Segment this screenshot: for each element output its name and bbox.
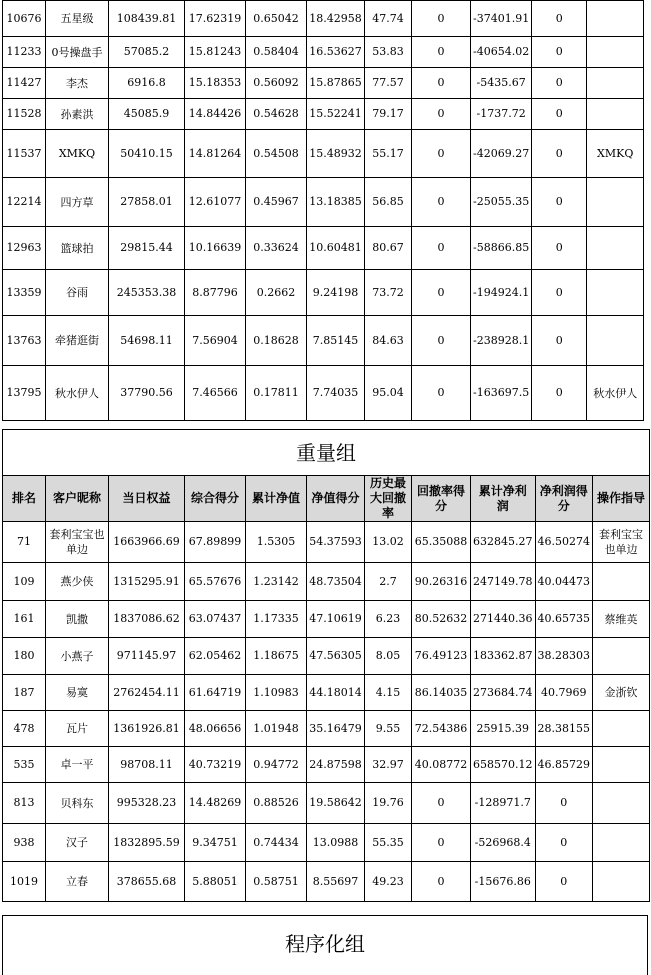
- table-cell: [593, 711, 650, 747]
- table-cell: 632845.27: [471, 522, 536, 563]
- table-cell: 0: [532, 99, 587, 130]
- table-cell: 卓一平: [46, 747, 109, 783]
- table-cell: 71: [3, 522, 46, 563]
- table-cell: 63.07437: [185, 601, 246, 638]
- table-cell: 0.94772: [246, 747, 307, 783]
- table-cell: 篮球拍: [46, 227, 109, 270]
- column-header: 客户昵称: [46, 476, 109, 522]
- table-cell: 孙素洪: [46, 99, 109, 130]
- table-cell: 46.50274: [535, 522, 593, 563]
- table-cell: 0: [412, 783, 471, 824]
- table-cell: 五星级: [46, 1, 109, 37]
- table-cell: 12214: [3, 178, 46, 227]
- table-cell: 13359: [3, 270, 46, 316]
- column-header: 净利润得分: [535, 476, 593, 522]
- table-cell: 套利宝宝也单边: [593, 522, 650, 563]
- table-cell: 46.85729: [535, 747, 593, 783]
- table-cell: 180: [3, 638, 46, 675]
- table-row: [3, 1, 644, 37]
- table-cell: 1019: [3, 862, 46, 902]
- table-row: [3, 601, 650, 638]
- table-cell: 汉子: [46, 824, 109, 862]
- table-cell: 贝科东: [46, 783, 109, 824]
- table-cell: 12963: [3, 227, 46, 270]
- table-cell: XMKQ: [46, 130, 109, 178]
- table-cell: -128971.7: [471, 783, 536, 824]
- table-cell: 0: [412, 130, 471, 178]
- table-row: [3, 522, 650, 563]
- table-cell: 0号操盘手: [46, 37, 109, 68]
- table-cell: 56.85: [365, 178, 412, 227]
- table-row: [3, 99, 644, 130]
- table-cell: 40.08772: [412, 747, 471, 783]
- table-cell: 凯撒: [46, 601, 109, 638]
- table-cell: 1.18675: [246, 638, 307, 675]
- table-cell: 44.18014: [307, 675, 365, 711]
- table-cell: 11427: [3, 68, 46, 99]
- table-cell: 7.85145: [307, 316, 365, 366]
- table-cell: -37401.91: [471, 1, 532, 37]
- table-cell: 80.67: [365, 227, 412, 270]
- top-group-table: [2, 0, 644, 421]
- table-cell: 35.16479: [307, 711, 365, 747]
- table-cell: 77.57: [365, 68, 412, 99]
- table-cell: 0: [412, 1, 471, 37]
- table-cell: 0: [535, 824, 593, 862]
- table-cell: 0: [412, 824, 471, 862]
- table-row: [3, 862, 650, 902]
- column-header: 净值得分: [307, 476, 365, 522]
- top-group-body: [3, 1, 644, 421]
- table-cell: 1.23142: [246, 563, 307, 601]
- table-cell: 161: [3, 601, 46, 638]
- table-cell: 45085.9: [109, 99, 185, 130]
- table-cell: 1663966.69: [109, 522, 185, 563]
- table-cell: [587, 270, 644, 316]
- table-cell: [593, 563, 650, 601]
- table-cell: 28.38155: [535, 711, 593, 747]
- table-cell: 9.34751: [185, 824, 246, 862]
- table-cell: 13.0988: [307, 824, 365, 862]
- table-row: [3, 747, 650, 783]
- table-cell: 11528: [3, 99, 46, 130]
- table-cell: -25055.35: [471, 178, 532, 227]
- table-cell: 938: [3, 824, 46, 862]
- table-row: [3, 824, 650, 862]
- table-cell: 9.24198: [307, 270, 365, 316]
- table-cell: 37790.56: [109, 366, 185, 421]
- table-cell: 55.17: [365, 130, 412, 178]
- table-row: [3, 37, 644, 68]
- table-cell: 2.7: [365, 563, 412, 601]
- table-cell: 11233: [3, 37, 46, 68]
- table-cell: 40.73219: [185, 747, 246, 783]
- table-cell: 15.81243: [185, 37, 246, 68]
- table-cell: 90.26316: [412, 563, 471, 601]
- table-cell: -15676.86: [471, 862, 536, 902]
- table-cell: 55.35: [365, 824, 412, 862]
- table-cell: 0.18628: [246, 316, 307, 366]
- table-cell: 1837086.62: [109, 601, 185, 638]
- table-cell: -5435.67: [471, 68, 532, 99]
- column-header: 回撤率得分: [412, 476, 471, 522]
- table-cell: 0: [532, 178, 587, 227]
- table-cell: 187: [3, 675, 46, 711]
- table-cell: 19.58642: [307, 783, 365, 824]
- table-cell: 0: [532, 366, 587, 421]
- table-cell: 0: [412, 68, 471, 99]
- table-cell: 0.88526: [246, 783, 307, 824]
- table-cell: 燕少侠: [46, 563, 109, 601]
- table-cell: 18.42958: [307, 1, 365, 37]
- table-cell: 0: [412, 862, 471, 902]
- table-cell: 535: [3, 747, 46, 783]
- table-cell: 38.28303: [535, 638, 593, 675]
- heavy-group-title: 重量组: [3, 430, 650, 476]
- table-cell: 65.57676: [185, 563, 246, 601]
- table-cell: 1315295.91: [109, 563, 185, 601]
- table-cell: 0: [532, 68, 587, 99]
- table-cell: 183362.87: [471, 638, 536, 675]
- table-cell: 套利宝宝也单边: [46, 522, 109, 563]
- table-cell: 19.76: [365, 783, 412, 824]
- table-cell: -526968.4: [471, 824, 536, 862]
- table-cell: 8.87796: [185, 270, 246, 316]
- table-cell: 9.55: [365, 711, 412, 747]
- table-cell: 15.18353: [185, 68, 246, 99]
- table-cell: -42069.27: [471, 130, 532, 178]
- table-cell: 0: [412, 366, 471, 421]
- table-cell: -40654.02: [471, 37, 532, 68]
- table-cell: 秋水伊人: [587, 366, 644, 421]
- table-cell: 273684.74: [471, 675, 536, 711]
- table-cell: -1737.72: [471, 99, 532, 130]
- table-row: [3, 675, 650, 711]
- table-cell: 0.65042: [246, 1, 307, 37]
- table-cell: 秋水伊人: [46, 366, 109, 421]
- heavy-group-body: [3, 522, 650, 902]
- table-cell: 32.97: [365, 747, 412, 783]
- table-cell: 小燕子: [46, 638, 109, 675]
- table-cell: 658570.12: [471, 747, 536, 783]
- table-cell: 13.02: [365, 522, 412, 563]
- column-header: 排名: [3, 476, 46, 522]
- table-cell: 1.5305: [246, 522, 307, 563]
- table-cell: 易寞: [46, 675, 109, 711]
- table-cell: 24.87598: [307, 747, 365, 783]
- table-cell: 0.74434: [246, 824, 307, 862]
- table-cell: 247149.78: [471, 563, 536, 601]
- table-cell: 1.01948: [246, 711, 307, 747]
- table-cell: 0: [532, 316, 587, 366]
- table-cell: [593, 824, 650, 862]
- table-cell: 0.58751: [246, 862, 307, 902]
- table-cell: 67.89899: [185, 522, 246, 563]
- table-cell: 245353.38: [109, 270, 185, 316]
- table-cell: 0: [532, 270, 587, 316]
- table-cell: 14.84426: [185, 99, 246, 130]
- table-cell: -58866.85: [471, 227, 532, 270]
- table-cell: 971145.97: [109, 638, 185, 675]
- table-cell: 蔡维英: [593, 601, 650, 638]
- table-cell: 1361926.81: [109, 711, 185, 747]
- table-cell: 40.7969: [535, 675, 593, 711]
- table-cell: 15.48932: [307, 130, 365, 178]
- table-cell: -238928.1: [471, 316, 532, 366]
- table-cell: [587, 68, 644, 99]
- table-cell: 12.61077: [185, 178, 246, 227]
- table-cell: 0: [535, 862, 593, 902]
- table-cell: 0.33624: [246, 227, 307, 270]
- table-cell: 0.58404: [246, 37, 307, 68]
- table-cell: 84.63: [365, 316, 412, 366]
- table-cell: 40.65735: [535, 601, 593, 638]
- table-cell: 0: [412, 227, 471, 270]
- table-cell: 10.60481: [307, 227, 365, 270]
- table-cell: 立春: [46, 862, 109, 902]
- table-cell: 57085.2: [109, 37, 185, 68]
- table-cell: 1.17335: [246, 601, 307, 638]
- table-cell: -163697.5: [471, 366, 532, 421]
- table-cell: 10.16639: [185, 227, 246, 270]
- table-cell: 61.64719: [185, 675, 246, 711]
- table-cell: 378655.68: [109, 862, 185, 902]
- table-cell: [587, 37, 644, 68]
- table-cell: 5.88051: [185, 862, 246, 902]
- table-cell: 7.74035: [307, 366, 365, 421]
- table-cell: 13.18385: [307, 178, 365, 227]
- table-cell: 四方草: [46, 178, 109, 227]
- table-cell: 6.23: [365, 601, 412, 638]
- table-cell: 0.54628: [246, 99, 307, 130]
- table-cell: 73.72: [365, 270, 412, 316]
- table-cell: 0.17811: [246, 366, 307, 421]
- table-cell: 50410.15: [109, 130, 185, 178]
- table-cell: -194924.1: [471, 270, 532, 316]
- table-cell: 1832895.59: [109, 824, 185, 862]
- table-cell: 108439.81: [109, 1, 185, 37]
- table-cell: 金浙钦: [593, 675, 650, 711]
- heavy-group-table: [2, 429, 650, 902]
- table-row: [3, 563, 650, 601]
- table-cell: 0.45967: [246, 178, 307, 227]
- table-cell: 0: [412, 37, 471, 68]
- table-cell: 53.83: [365, 37, 412, 68]
- table-cell: 1.10983: [246, 675, 307, 711]
- table-cell: XMKQ: [587, 130, 644, 178]
- table-cell: 813: [3, 783, 46, 824]
- table-row: [3, 316, 644, 366]
- table-cell: 95.04: [365, 366, 412, 421]
- column-header: 当日权益: [109, 476, 185, 522]
- table-cell: 0: [412, 270, 471, 316]
- table-cell: 0: [532, 37, 587, 68]
- table-cell: 8.05: [365, 638, 412, 675]
- table-cell: 109: [3, 563, 46, 601]
- table-cell: 0: [412, 178, 471, 227]
- table-cell: 0: [412, 99, 471, 130]
- table-cell: 79.17: [365, 99, 412, 130]
- table-cell: 13763: [3, 316, 46, 366]
- table-cell: [593, 862, 650, 902]
- table-cell: 72.54386: [412, 711, 471, 747]
- table-cell: 牵猪逛街: [46, 316, 109, 366]
- table-cell: [593, 747, 650, 783]
- table-row: [3, 711, 650, 747]
- table-cell: 0.56092: [246, 68, 307, 99]
- table-cell: 80.52632: [412, 601, 471, 638]
- table-cell: 15.52241: [307, 99, 365, 130]
- table-cell: 40.04473: [535, 563, 593, 601]
- table-cell: 0: [532, 1, 587, 37]
- table-cell: [587, 1, 644, 37]
- table-cell: 10676: [3, 1, 46, 37]
- table-row: [3, 638, 650, 675]
- table-cell: 4.15: [365, 675, 412, 711]
- heavy-group-header-row: [3, 476, 650, 522]
- table-cell: [593, 783, 650, 824]
- table-cell: 49.23: [365, 862, 412, 902]
- table-cell: 0: [535, 783, 593, 824]
- column-header: 综合得分: [185, 476, 246, 522]
- table-cell: [593, 638, 650, 675]
- table-row: [3, 227, 644, 270]
- table-cell: [587, 99, 644, 130]
- table-cell: 62.05462: [185, 638, 246, 675]
- table-cell: 谷雨: [46, 270, 109, 316]
- table-cell: 14.81264: [185, 130, 246, 178]
- table-cell: 54.37593: [307, 522, 365, 563]
- column-header: 累计净利润: [471, 476, 536, 522]
- table-cell: 李杰: [46, 68, 109, 99]
- table-cell: 27858.01: [109, 178, 185, 227]
- table-cell: 48.73504: [307, 563, 365, 601]
- table-cell: 7.46566: [185, 366, 246, 421]
- table-cell: 7.56904: [185, 316, 246, 366]
- table-row: [3, 270, 644, 316]
- table-row: [3, 783, 650, 824]
- table-row: [3, 366, 644, 421]
- table-cell: 29815.44: [109, 227, 185, 270]
- table-cell: 16.53627: [307, 37, 365, 68]
- table-row: [3, 68, 644, 99]
- table-cell: 48.06656: [185, 711, 246, 747]
- table-cell: 478: [3, 711, 46, 747]
- table-cell: 瓦片: [46, 711, 109, 747]
- table-cell: 271440.36: [471, 601, 536, 638]
- table-cell: 25915.39: [471, 711, 536, 747]
- program-group-title: 程序化组: [2, 915, 648, 975]
- table-cell: 17.62319: [185, 1, 246, 37]
- table-cell: 54698.11: [109, 316, 185, 366]
- table-cell: 76.49123: [412, 638, 471, 675]
- table-cell: 47.56305: [307, 638, 365, 675]
- table-row: [3, 130, 644, 178]
- table-cell: [587, 316, 644, 366]
- table-cell: 14.48269: [185, 783, 246, 824]
- column-header: 操作指导: [593, 476, 650, 522]
- column-header: 历史最大回撤率: [365, 476, 412, 522]
- table-cell: 0.2662: [246, 270, 307, 316]
- column-header: 累计净值: [246, 476, 307, 522]
- table-cell: [587, 227, 644, 270]
- table-cell: 2762454.11: [109, 675, 185, 711]
- table-cell: 8.55697: [307, 862, 365, 902]
- table-cell: 65.35088: [412, 522, 471, 563]
- table-cell: 0: [412, 316, 471, 366]
- table-cell: 995328.23: [109, 783, 185, 824]
- table-cell: [587, 178, 644, 227]
- table-cell: 86.14035: [412, 675, 471, 711]
- table-cell: 11537: [3, 130, 46, 178]
- table-cell: 0: [532, 227, 587, 270]
- table-cell: 15.87865: [307, 68, 365, 99]
- table-row: [3, 178, 644, 227]
- table-cell: 98708.11: [109, 747, 185, 783]
- table-cell: 47.10619: [307, 601, 365, 638]
- table-cell: 13795: [3, 366, 46, 421]
- table-cell: 47.74: [365, 1, 412, 37]
- table-cell: 6916.8: [109, 68, 185, 99]
- table-cell: 0: [532, 130, 587, 178]
- table-cell: 0.54508: [246, 130, 307, 178]
